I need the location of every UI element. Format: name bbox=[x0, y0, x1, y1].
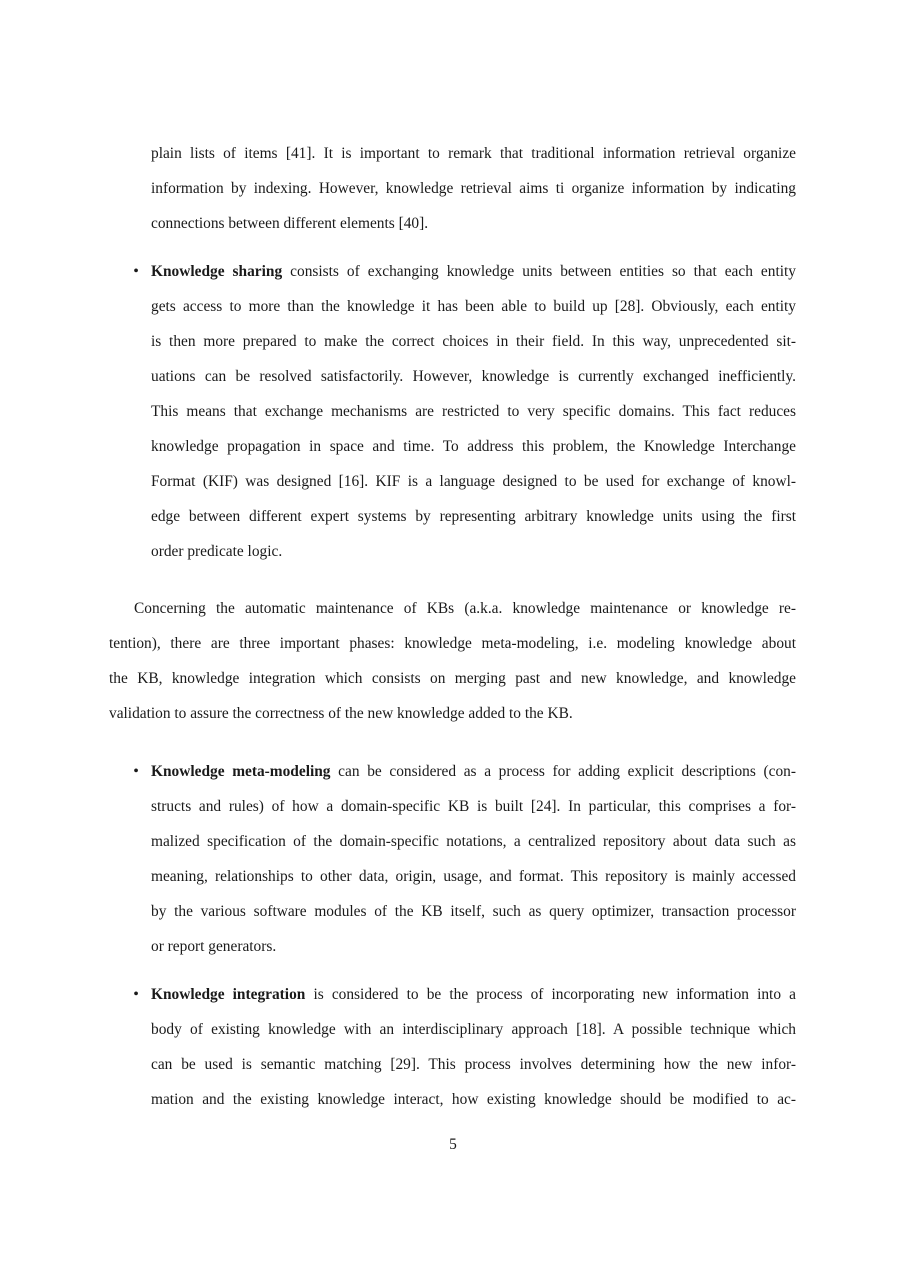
text-fragment: consists of exchanging knowledge units between entities so that each entity bbox=[282, 263, 796, 280]
bullet-marker: • bbox=[133, 986, 139, 1003]
bullet-marker: • bbox=[133, 763, 139, 780]
text-line: Format (KIF) was designed [16]. KIF is a language designed to be used for exchange of knowl- bbox=[151, 473, 796, 490]
bullet-item-knowledge-meta-modeling bbox=[151, 760, 796, 784]
text-line: structs and rules) of how a domain-specific KB is built [24]. In particular, this comprises a for- bbox=[151, 798, 796, 815]
bold-term: Knowledge meta-modeling bbox=[151, 763, 331, 780]
text-line: connections between different elements [40]. bbox=[151, 215, 429, 232]
text-line: the KB, knowledge integration which consists on merging past and new knowledge, and knowledge bbox=[109, 670, 796, 687]
paragraph-first-line: Concerning the automatic maintenance of KBs (a.k.a. knowledge maintenance or knowledge re- bbox=[134, 600, 796, 617]
text-line: or report generators. bbox=[151, 938, 277, 955]
text-line: malized specification of the domain-specific notations, a centralized repository about data such as bbox=[151, 833, 796, 850]
bullet-marker: • bbox=[133, 263, 139, 280]
text-line: edge between different expert systems by representing arbitrary knowledge units using the first bbox=[151, 508, 796, 525]
text-line: uations can be resolved satisfactorily. However, knowledge is currently exchanged inefficiently. bbox=[151, 368, 796, 385]
text-line: gets access to more than the knowledge it has been able to build up [28]. Obviously, each entity bbox=[151, 298, 796, 315]
bullet-item-knowledge-integration bbox=[151, 983, 796, 1007]
text-line: validation to assure the correctness of the new knowledge added to the KB. bbox=[109, 705, 573, 722]
text-line: body of existing knowledge with an interdisciplinary approach [18]. A possible technique which bbox=[151, 1021, 796, 1038]
text-line: information by indexing. However, knowledge retrieval aims ti organize information by indicating bbox=[151, 180, 796, 197]
text-line: knowledge propagation in space and time. To address this problem, the Knowledge Interchange bbox=[151, 438, 796, 455]
text-line: plain lists of items [41]. It is important to remark that traditional information retrieval organize bbox=[151, 145, 796, 162]
text-fragment: is considered to be the process of incorporating new information into a bbox=[305, 986, 796, 1003]
bold-term: Knowledge sharing bbox=[151, 263, 283, 280]
text-line: meaning, relationships to other data, origin, usage, and format. This repository is mainly accessed bbox=[151, 868, 796, 885]
text-line: tention), there are three important phases: knowledge meta-modeling, i.e. modeling knowledge about bbox=[109, 635, 796, 652]
text-line: mation and the existing knowledge interact, how existing knowledge should be modified to ac- bbox=[151, 1091, 796, 1108]
bullet-item-knowledge-sharing bbox=[151, 260, 796, 284]
page-number: 5 bbox=[449, 1136, 457, 1153]
text-line: by the various software modules of the KB itself, such as query optimizer, transaction processor bbox=[151, 903, 796, 920]
text-line: is then more prepared to make the correct choices in their field. In this way, unprecedented sit- bbox=[151, 333, 796, 350]
text-line: can be used is semantic matching [29]. This process involves determining how the new infor- bbox=[151, 1056, 796, 1073]
bold-term: Knowledge integration bbox=[151, 986, 306, 1003]
text-fragment: can be considered as a process for adding explicit descriptions (con- bbox=[330, 763, 796, 780]
text-line: order predicate logic. bbox=[151, 543, 283, 560]
text-line: This means that exchange mechanisms are restricted to very specific domains. This fact reduces bbox=[151, 403, 796, 420]
